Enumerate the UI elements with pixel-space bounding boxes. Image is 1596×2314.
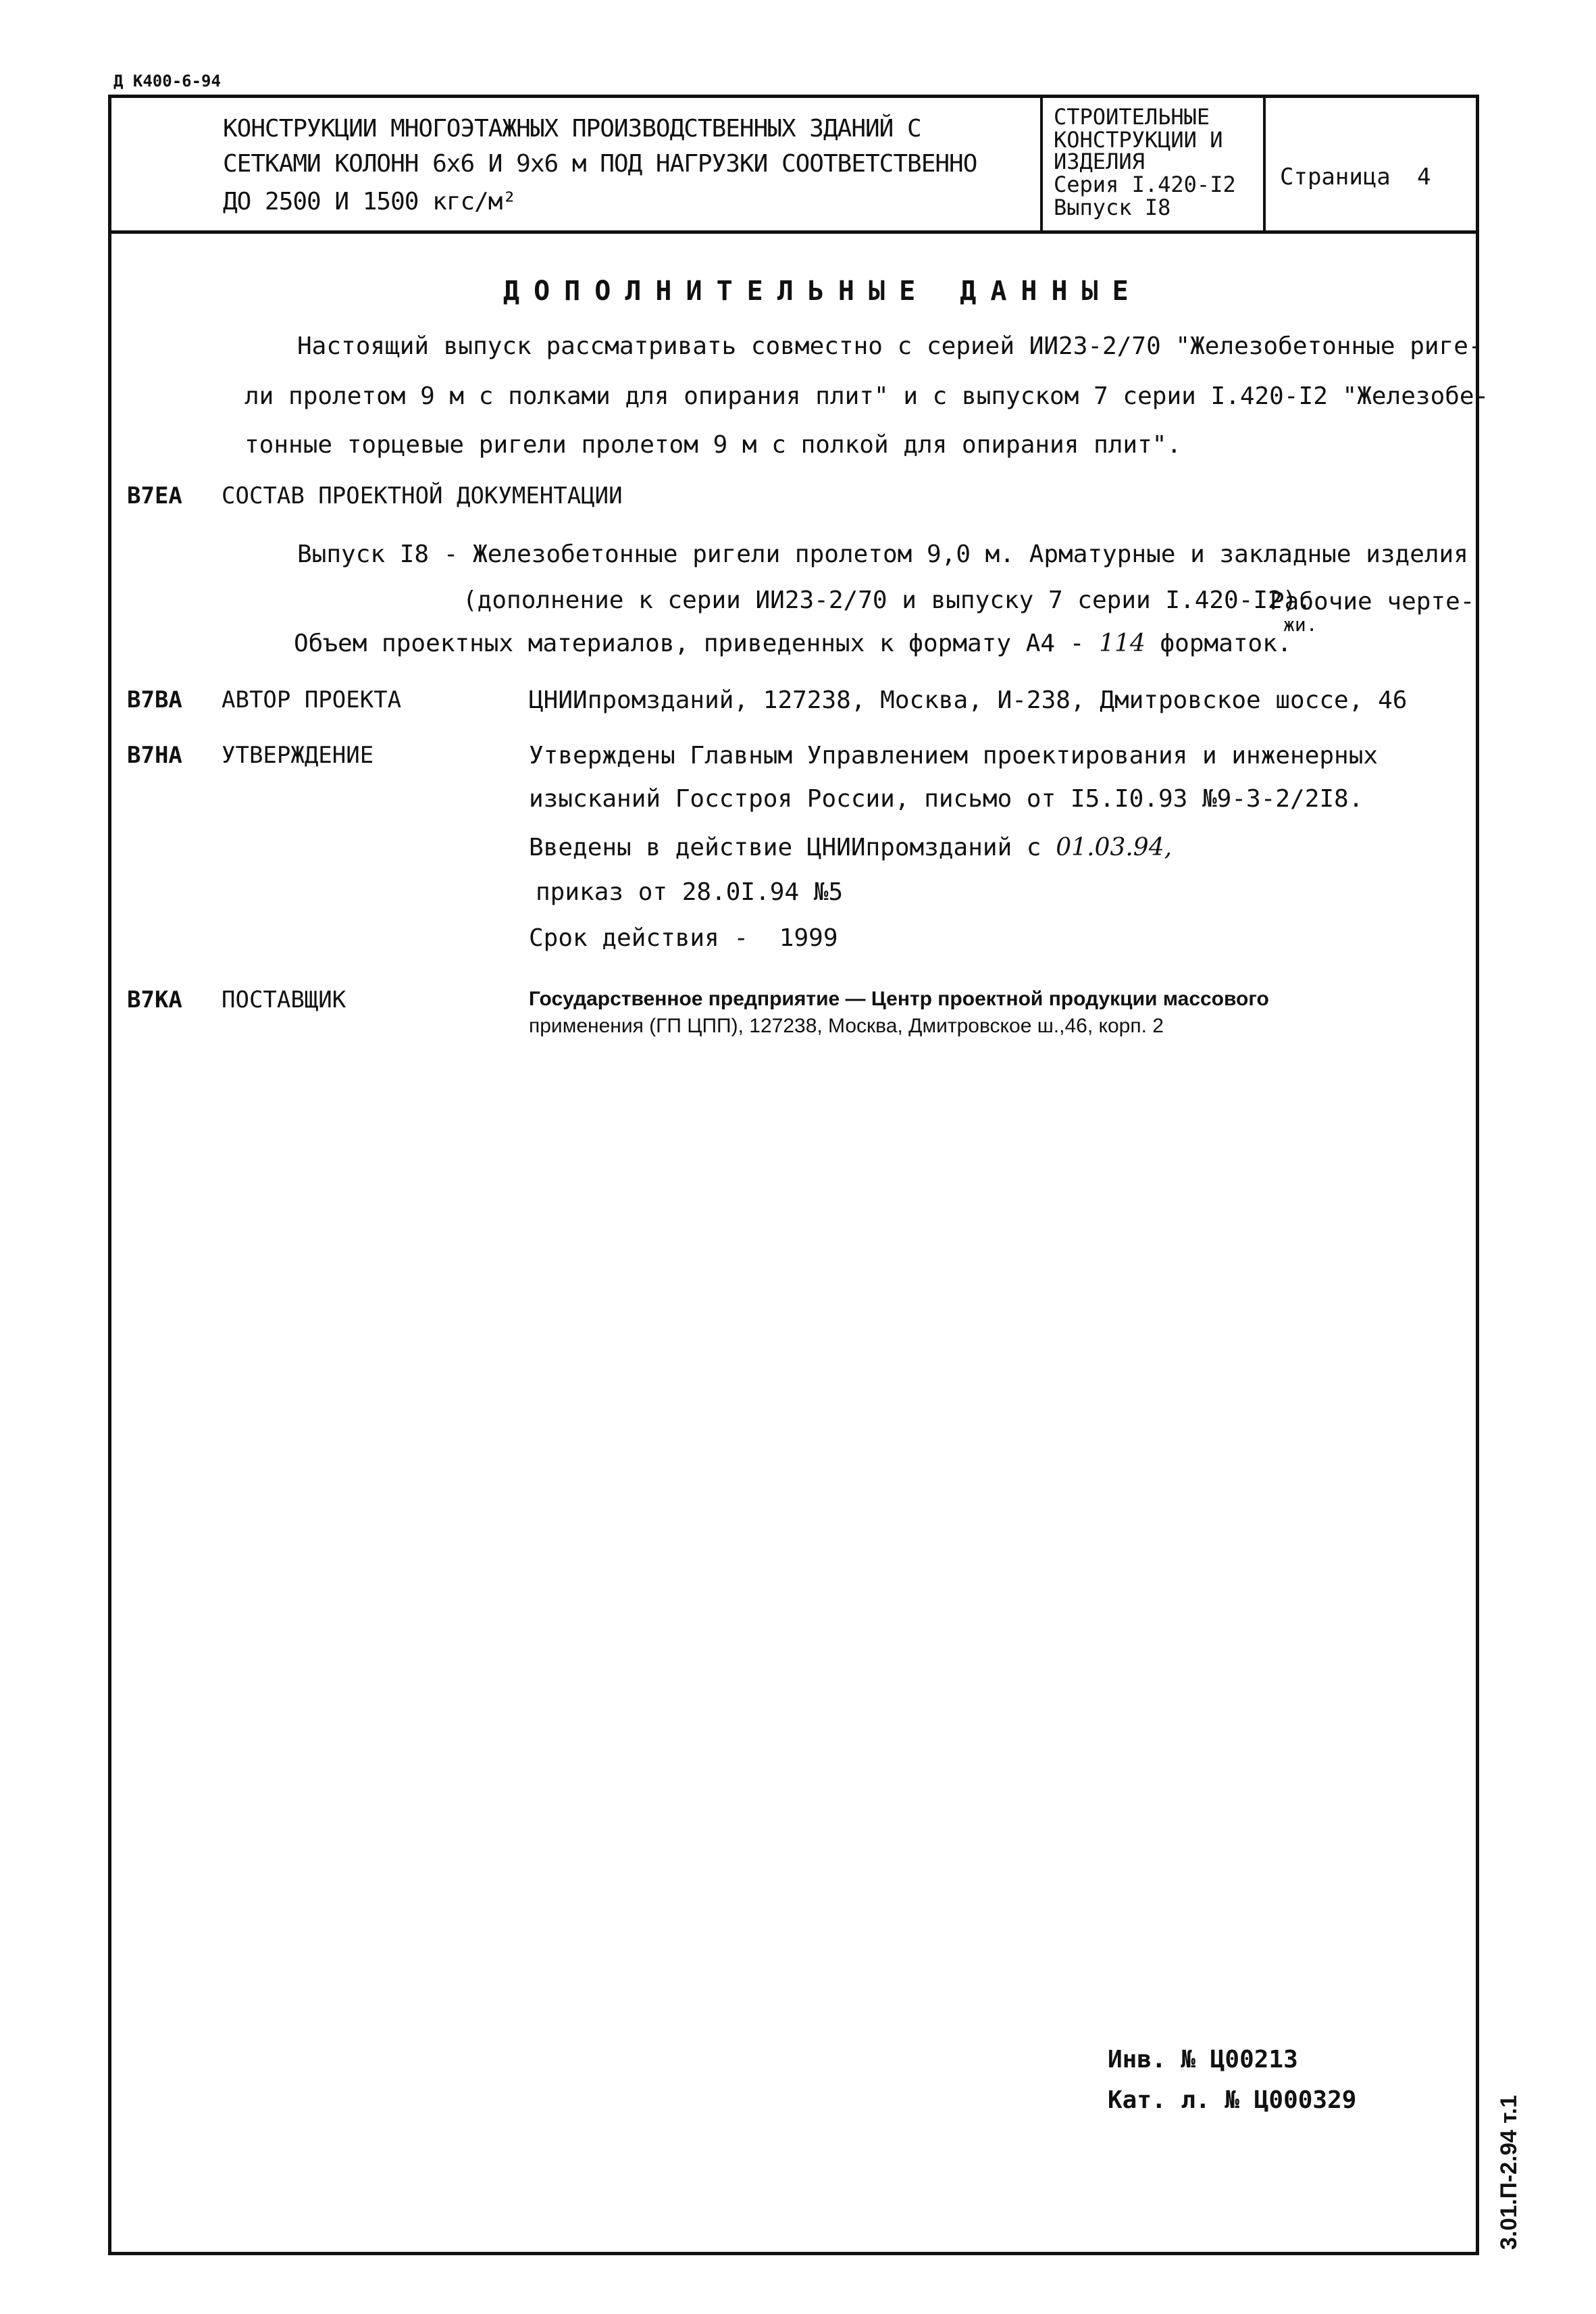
document-title-line: СЕТКАМИ КОЛОНН 6х6 И 9х6 м ПОД НАГРУЗКИ СООТВЕТСТВЕННО (223, 150, 977, 178)
section-title: ДОПОЛНИТЕЛЬНЫЕ ДАННЫЕ (503, 276, 1143, 307)
page-frame (108, 95, 1479, 2255)
approval-enacted-date: 01.03.94, (1056, 834, 1173, 861)
author-code: В7ВА (127, 686, 182, 713)
document-title-line: КОНСТРУКЦИИ МНОГОЭТАЖНЫХ ПРОИЗВОДСТВЕННЫХ ЗДАНИЙ С (223, 115, 921, 143)
title-block-divider (1263, 95, 1266, 234)
series-info-line: Серия I.420-I2 (1054, 172, 1236, 197)
approval-line: Утверждены Главным Управлением проектирования и инженерных (529, 742, 1379, 770)
approval-enacted-text: Введены в действие ЦНИИпромзданий с (529, 834, 1041, 861)
approval-label: УТВЕРЖДЕНИЕ (222, 742, 374, 769)
supplier-line: применения (ГП ЦПП), 127238, Москва, Дмитровское ш.,46, корп. 2 (529, 1015, 1164, 1037)
approval-line (529, 834, 1172, 861)
intro-line: Настоящий выпуск рассматривать совместно с серией ИИ23-2/70 "Железобетонные риге- (297, 332, 1483, 360)
series-info-line: ИЗДЕЛИЯ (1054, 149, 1145, 174)
approval-line: изысканий Госстроя России, письмо от I5.I0.93 №9-3-2/2I8. (529, 785, 1364, 813)
working-drawings-label-cont: жи. (1283, 613, 1318, 636)
series-info-line: КОНСТРУКЦИИ И (1054, 127, 1223, 153)
page-label: Страница (1280, 164, 1391, 191)
author-value: ЦНИИпромзданий, 127238, Москва, И-238, Дмитровское шоссе, 46 (529, 686, 1408, 714)
composition-line: Выпуск I8 - Железобетонные ригели пролетом 9,0 м. Арматурные и закладные изделия (297, 540, 1468, 568)
validity-label: Срок действия - (529, 924, 749, 952)
supplier-label: ПОСТАВЩИК (222, 986, 346, 1013)
volume-text: Объем проектных материалов, приведенных к формату А4 - (294, 630, 1085, 657)
inventory-number: Инв. № Ц00213 (1108, 2046, 1298, 2073)
volume-number: 114 (1099, 630, 1145, 657)
intro-line: тонные торцевые ригели пролетом 9 м с полкой для опирания плит". (244, 431, 1182, 459)
working-drawings-label: Рабочие черте- (1270, 588, 1475, 615)
validity-line (529, 924, 838, 952)
approval-code: В7НА (127, 742, 182, 769)
validity-year: 1999 (779, 924, 838, 952)
title-block-divider (1040, 95, 1043, 234)
intro-line: ли пролетом 9 м с полками для опирания плит" и с выпуском 7 серии I.420-I2 "Железобе- (244, 382, 1489, 410)
document-title-line: ДО 2500 И 1500 кгс/м² (223, 188, 517, 216)
composition-code: В7ЕА (127, 482, 182, 509)
page-number: 4 (1417, 164, 1431, 191)
series-info-line: СТРОИТЕЛЬНЫЕ (1054, 104, 1210, 130)
supplier-line: Государственное предприятие — Центр проектной продукции массового (529, 988, 1269, 1010)
document-code: Д К400-6-94 (113, 72, 221, 91)
volume-line (294, 630, 1292, 657)
approval-line: приказ от 28.0I.94 №5 (536, 878, 844, 906)
volume-end: форматок. (1160, 630, 1292, 657)
author-label: АВТОР ПРОЕКТА (222, 686, 402, 713)
composition-label: СОСТАВ ПРОЕКТНОЙ ДОКУМЕНТАЦИИ (222, 482, 623, 509)
supplier-code: В7КА (127, 986, 182, 1013)
vertical-document-code: 3.01.П-2.94 т.1 (1496, 2094, 1522, 2250)
series-info-line: Выпуск I8 (1054, 195, 1171, 220)
composition-line: (дополнение к серии ИИ23-2/70 и выпуску 7 серии I.420-I2). (463, 586, 1312, 614)
catalog-number: Кат. л. № Ц000329 (1108, 2086, 1357, 2114)
